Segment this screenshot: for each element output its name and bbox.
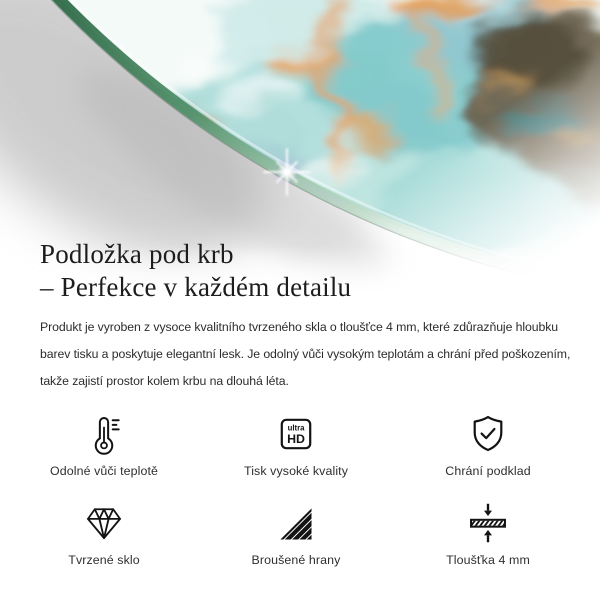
product-description bbox=[40, 314, 571, 395]
thermometer-icon bbox=[82, 411, 126, 457]
feature-label: Tisk vysoké kvality bbox=[243, 464, 349, 478]
ultra-hd-icon bbox=[274, 411, 318, 457]
feature-protects-surface bbox=[392, 411, 584, 478]
feature-print-quality bbox=[200, 411, 392, 478]
description-line: barev tisku a poskytuje elegantní lesk. Je odolný vůči vysokým teplotám a chrání před poškozením, bbox=[40, 347, 571, 361]
feature-label: Tvrzené sklo bbox=[68, 553, 140, 567]
svg-text:HD: HD bbox=[287, 432, 305, 447]
description-line: Produkt je vyroben z vysoce kvalitního tvrzeného skla o tloušťce 4 mm, které zdůrazňuje hloubku bbox=[40, 320, 558, 334]
diamond-icon bbox=[82, 500, 126, 546]
title-line-2: – Perfekce v každém detailu bbox=[40, 272, 352, 302]
feature-grid bbox=[0, 395, 600, 567]
feature-ground-edges bbox=[200, 500, 392, 567]
description-line: takže zajistí prostor kolem krbu na dlouhá léta. bbox=[40, 374, 289, 388]
feature-label: Odolné vůči teplotě bbox=[50, 464, 158, 478]
beveled-edges-icon bbox=[274, 500, 318, 546]
feature-thickness bbox=[392, 500, 584, 567]
shield-check-icon bbox=[466, 411, 510, 457]
page-title bbox=[40, 238, 560, 304]
feature-label: Chrání podklad bbox=[445, 464, 531, 478]
feature-tempered-glass bbox=[8, 500, 200, 567]
svg-text:ultra: ultra bbox=[287, 423, 305, 433]
feature-label: Broušené hrany bbox=[251, 553, 341, 567]
feature-heat-resistant bbox=[8, 411, 200, 478]
feature-label: Tloušťka 4 mm bbox=[446, 553, 530, 567]
thickness-icon bbox=[466, 500, 510, 546]
title-line-1: Podložka pod krb bbox=[40, 239, 234, 269]
